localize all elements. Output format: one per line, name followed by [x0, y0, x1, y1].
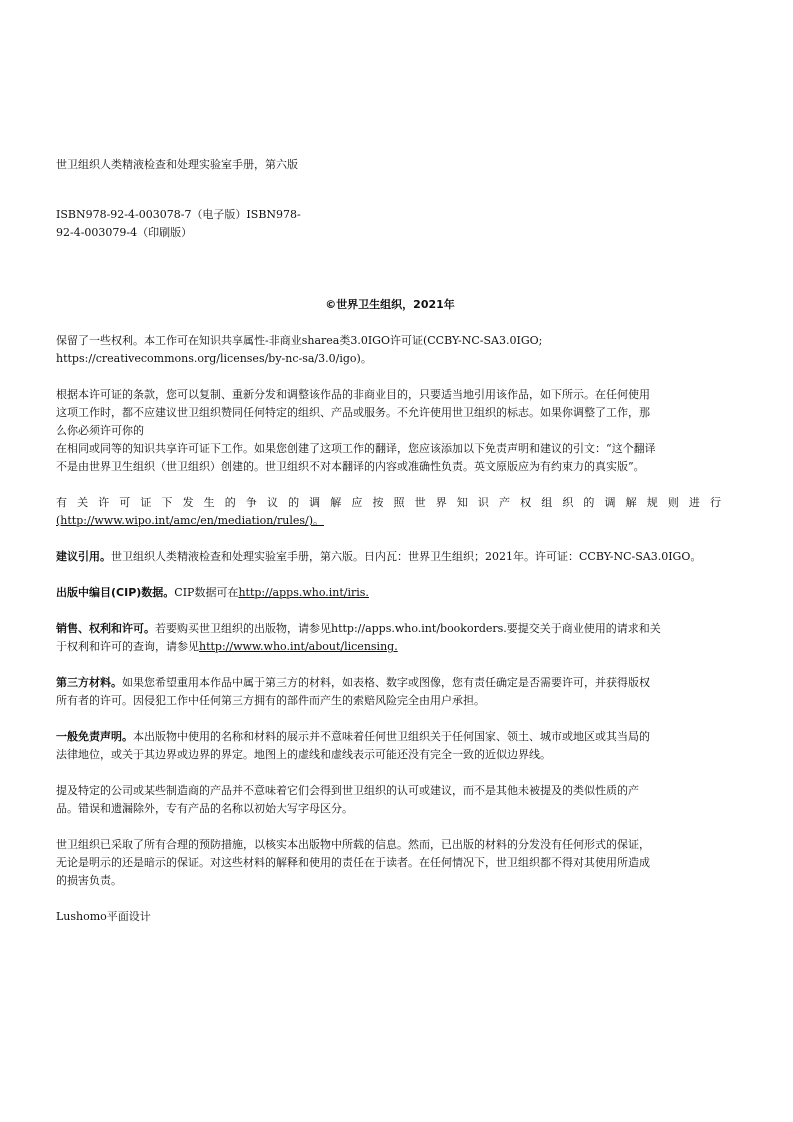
license-line-2: https://creativecommons.org/licenses/by-nc-sa/3.0/igo)。	[56, 352, 372, 365]
publication-title: 世卫组织人类精液检查和处理实验室手册，第六版	[56, 158, 298, 171]
sales-text-1: 若要购买世卫组织的出版物，请参见http://apps.who.int/bookorders.要提交关于商业使用的请求和关	[155, 622, 661, 635]
licensing-link[interactable]: http://www.who.int/about/licensing.	[199, 640, 398, 653]
sales-paragraph	[56, 620, 724, 656]
terms-line-3: 么你必须许可你的	[56, 424, 144, 437]
companies-line-2: 品。错误和遗漏除外，专有产品的名称以初始大写字母区分。	[56, 802, 353, 815]
terms-line-2: 这项工作时，都不应建议世卫组织赞同任何特定的组织、产品或服务。不允许使用世卫组织的标志。如果你调整了工作，那	[56, 406, 650, 419]
disclaimer-text-2: 法律地位，或关于其边界或边界的界定。地图上的虚线和虚线表示可能还没有完全一致的近似边界线。	[56, 748, 551, 761]
companies-paragraph	[56, 782, 724, 818]
license-paragraph	[56, 332, 724, 368]
disclaimer-text-1: 本出版物中使用的名称和材料的展示并不意味着任何世卫组织关于任何国家、领土、城市或地区或其当局的	[133, 730, 650, 743]
citation-paragraph	[56, 548, 724, 566]
companies-line-1: 提及特定的公司或某些制造商的产品并不意味着它们会得到世卫组织的认可或建议，而不是其他未被提及的类似性质的产	[56, 784, 639, 797]
iris-link[interactable]: http://apps.who.int/iris.	[238, 586, 369, 599]
third-party-lead: 第三方材料。	[56, 676, 122, 689]
cip-text: CIP数据可在	[174, 586, 239, 599]
isbn-line-2: 92-4-003079-4（印刷版）	[56, 226, 193, 239]
disclaimer-lead: 一般免责声明。	[56, 730, 133, 743]
license-line-1: 保留了一些权利。本工作可在知识共享属性-非商业sharea类3.0IGO许可证(CCBY-NC-SA3.0IGO;	[56, 334, 543, 347]
sales-lead: 销售、权利和许可。	[56, 622, 155, 635]
terms-paragraph	[56, 386, 724, 476]
cip-paragraph	[56, 584, 724, 602]
copyright-notice: ©世界卫生组织，2021年	[325, 298, 455, 311]
mediation-text: 有关许可证下发生的争议的调解应按照世界知识产权组织的调解规则进行	[56, 496, 724, 509]
design-credit: Lushomo平面设计	[56, 910, 151, 923]
precautions-line-2: 无论是明示的还是暗示的保证。对这些材料的解释和使用的责任在于读者。在任何情况下，世卫组织都不得对其使用所造成	[56, 856, 650, 869]
precautions-line-3: 的损害负责。	[56, 874, 122, 887]
citation-text: 世卫组织人类精液检查和处理实验室手册，第六版。日内瓦：世界卫生组织；2021年。许可证：CCBY-NC-SA3.0IGO。	[111, 550, 702, 563]
cip-lead: 出版中编目(CIP)数据。	[56, 586, 175, 599]
third-party-text-2: 所有者的许可。因侵犯工作中任何第三方拥有的部件而产生的索赔风险完全由用户承担。	[56, 694, 485, 707]
wipo-mediation-link[interactable]: (http://www.wipo.int/amc/en/mediation/rules/)。	[56, 514, 325, 527]
citation-lead: 建议引用。	[56, 550, 111, 563]
precautions-paragraph	[56, 836, 724, 890]
mediation-link-line	[56, 512, 724, 530]
terms-line-1: 根据本许可证的条款，您可以复制、重新分发和调整该作品的非商业目的，只要适当地引用该作品，如下所示。在任何使用	[56, 388, 650, 401]
isbn-block	[56, 206, 724, 242]
precautions-line-1: 世卫组织已采取了所有合理的预防措施，以核实本出版物中所载的信息。然而，已出版的材料的分发没有任何形式的保证，	[56, 838, 650, 851]
isbn-line-1: ISBN978-92-4-003078-7（电子版）ISBN978-	[56, 208, 301, 221]
terms-line-5: 不是由世界卫生组织（世卫组织）创建的。世卫组织不对本翻译的内容或准确性负责。英文原版应为有约束力的真实版”。	[56, 460, 645, 473]
third-party-text-1: 如果您希望重用本作品中属于第三方的材料，如表格、数字或图像，您有责任确定是否需要许可，并获得版权	[122, 676, 650, 689]
sales-text-2: 于权利和许可的查询，请参见	[56, 640, 199, 653]
disclaimer-paragraph	[56, 728, 724, 764]
terms-line-4: 在相同或同等的知识共享许可证下工作。如果您创建了这项工作的翻译，您应该添加以下免责声明和建议的引文：“这个翻译	[56, 442, 656, 455]
third-party-paragraph	[56, 674, 724, 710]
